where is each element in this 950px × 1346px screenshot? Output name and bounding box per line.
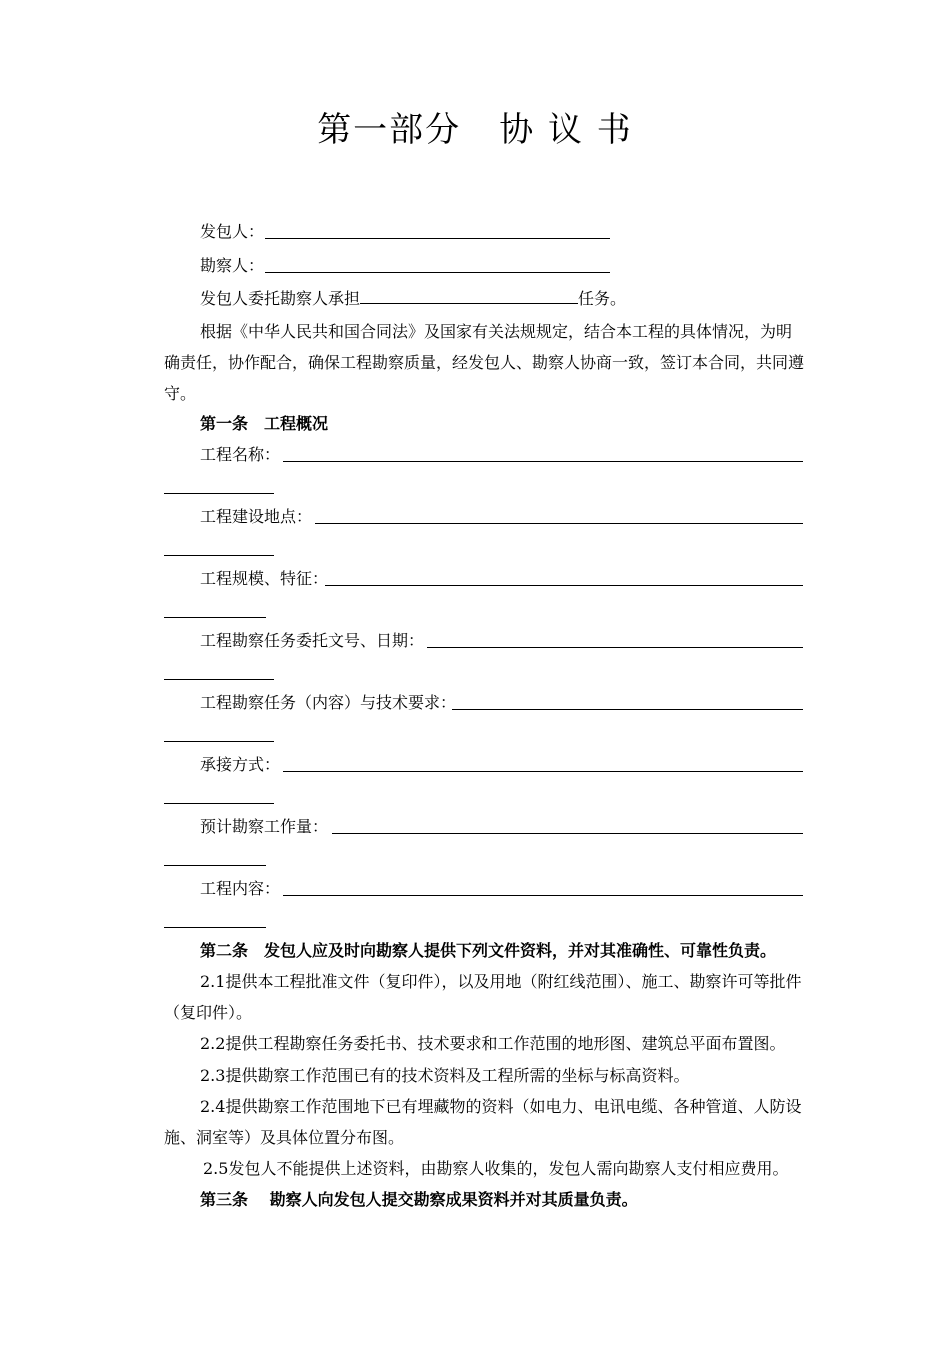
- field-scale-blank[interactable]: [325, 584, 803, 586]
- article3-heading: 第三条 勘察人向发包人提交勘察成果资料并对其质量负责。: [200, 1190, 638, 1209]
- entrust-suffix: 任务。: [578, 289, 627, 308]
- field-method-label: 承接方式：: [200, 755, 281, 774]
- field-doc-no-label: 工程勘察任务委托文号、日期：: [200, 631, 425, 650]
- article2-item1-line1: 2.1提供本工程批准文件（复印件），以及用地（附红线范围）、施工、勘察许可等批件: [200, 972, 802, 991]
- page-title: [0, 102, 950, 151]
- field-doc-no-blank-2[interactable]: [164, 678, 274, 680]
- article2-item1-line2: （复印件）。: [164, 1003, 253, 1022]
- entrust-prefix: 发包人委托勘察人承担: [200, 289, 361, 308]
- entrust-blank[interactable]: [360, 288, 578, 304]
- article2-item3: 2.3提供勘察工作范围已有的技术资料及工程所需的坐标与标高资料。: [200, 1066, 690, 1085]
- intro-line-1: 根据《中华人民共和国合同法》及国家有关法规规定，结合本工程的具体情况，为明: [200, 322, 793, 341]
- field-method-blank[interactable]: [283, 770, 803, 772]
- field-content-label: 工程内容：: [200, 879, 281, 898]
- article1-heading: 第一条 工程概况: [200, 414, 329, 433]
- field-scale-blank-2[interactable]: [164, 616, 266, 618]
- article2-item4-line1: 2.4提供勘察工作范围地下已有埋藏物的资料（如电力、电讯电缆、各种管道、人防设: [200, 1097, 802, 1116]
- intro-line-3: 守。: [164, 384, 197, 403]
- article2-item2: 2.2提供工程勘察任务委托书、技术要求和工作范围的地形图、建筑总平面布置图。: [200, 1034, 786, 1053]
- field-tech-blank[interactable]: [452, 708, 803, 710]
- field-method-blank-2[interactable]: [164, 802, 274, 804]
- article2-item4-line2: 施、洞室等）及具体位置分布图。: [164, 1128, 405, 1147]
- employer-line: [200, 222, 264, 242]
- field-project-name-label: 工程名称：: [200, 445, 281, 464]
- article2-item5: 2.5发包人不能提供上述资料，由勘察人收集的，发包人需向勘察人支付相应费用。: [203, 1159, 789, 1178]
- article2-heading: 第二条 发包人应及时向勘察人提供下列文件资料，并对其准确性、可靠性负责。: [200, 941, 777, 960]
- surveyor-label: 勘察人：: [200, 256, 265, 275]
- field-workload-blank-2[interactable]: [164, 864, 266, 866]
- field-scale-label: 工程规模、特征：: [200, 569, 329, 588]
- surveyor-line: [200, 256, 264, 276]
- field-site-blank[interactable]: [315, 522, 803, 524]
- intro-line-2: 确责任，协作配合，确保工程勘察质量，经发包人、勘察人协商一致，签订本合同，共同遵: [164, 353, 805, 372]
- field-workload-label: 预计勘察工作量：: [200, 817, 329, 836]
- title-name: 协 议 书: [499, 110, 633, 150]
- field-tech-blank-2[interactable]: [164, 740, 274, 742]
- title-part: 第一部分: [317, 110, 462, 150]
- field-content-blank-2[interactable]: [164, 926, 266, 928]
- field-site-label: 工程建设地点：: [200, 507, 313, 526]
- field-tech-label: 工程勘察任务（内容）与技术要求：: [200, 693, 457, 712]
- employer-label: 发包人：: [200, 222, 265, 241]
- employer-blank[interactable]: [265, 237, 610, 239]
- surveyor-blank[interactable]: [265, 271, 610, 273]
- field-project-name-blank-2[interactable]: [164, 492, 274, 494]
- entrust-line: [200, 288, 626, 309]
- field-doc-no-blank[interactable]: [427, 646, 803, 648]
- field-content-blank[interactable]: [283, 894, 803, 896]
- field-project-name-blank[interactable]: [283, 460, 803, 462]
- field-workload-blank[interactable]: [332, 832, 803, 834]
- field-site-blank-2[interactable]: [164, 554, 274, 556]
